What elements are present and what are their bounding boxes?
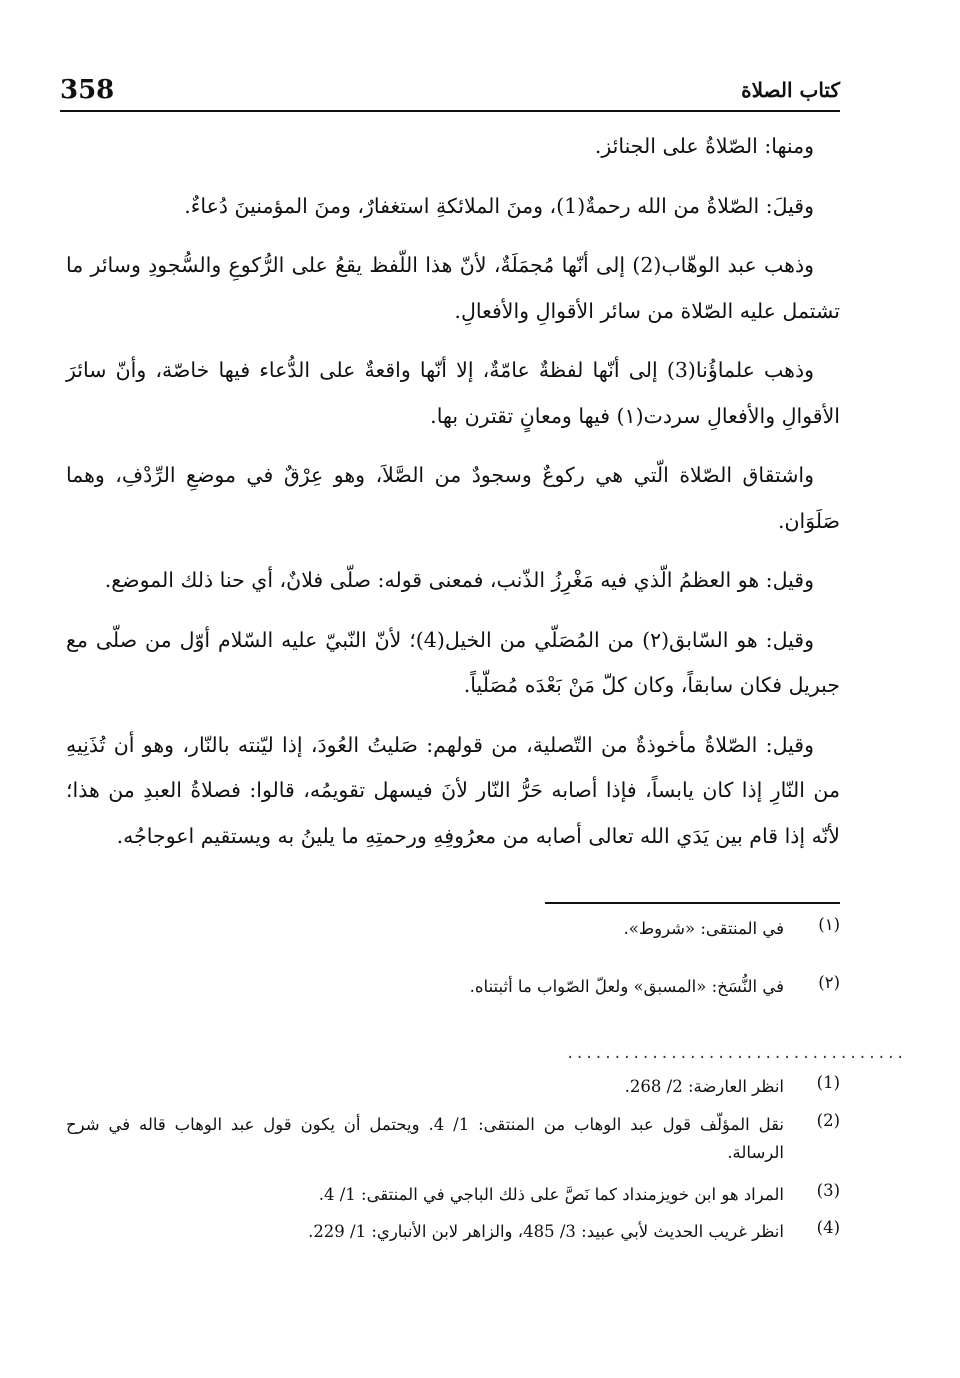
page-header — [60, 70, 840, 112]
editor-note — [66, 915, 840, 943]
footnote-number: (2) — [816, 1111, 840, 1130]
page-number: 358 — [60, 75, 115, 105]
paragraph: ومنها: الصّلاةُ على الجنائز. — [594, 134, 814, 158]
footnote-text: انظر غريب الحديث لأبي عبيد: 3/ 485، والزاهر لابن الأنباري: 1/ 229. — [308, 1222, 784, 1241]
footnote-text: المراد هو ابن خويزمنداد كما نَصَّ على ذلك الباجي في المنتقى: 1/ 4. — [318, 1185, 784, 1204]
editor-note — [66, 973, 840, 1001]
paragraph: وقيل: هو السّابق(٢) من المُصَلّي من الخيل(4)؛ لأنّ النّبيّ عليه السّلام أوّل من صلّى مع جبريل فكان سابقاً، وكان كلّ مَنْ بَعْدَه مُصَلّياً. — [66, 627, 840, 697]
footnote — [66, 1218, 840, 1246]
footnote-text: انظر العارضة: 2/ 268. — [624, 1077, 784, 1096]
footnote — [66, 1111, 840, 1167]
running-title: كتاب الصلاة — [741, 78, 840, 102]
footnote — [66, 1073, 840, 1101]
footnote — [66, 1181, 840, 1209]
footnote-number: (3) — [816, 1181, 840, 1200]
footnote-number: (1) — [816, 1073, 840, 1092]
paragraph: واشتقاق الصّلاة الّتي هي ركوعٌ وسجودٌ من الصَّلاَ، وهو عِرْقٌ في موضعِ الرِّدْفِ، وهما صَلَوَان. — [66, 463, 840, 533]
editor-note-number: (٢) — [818, 973, 840, 992]
footnote-text: نقل المؤلّف قول عبد الوهاب من المنتقى: 1/ 4. ويحتمل أن يكون قول عبد الوهاب قاله في شرح الرسالة. — [66, 1115, 785, 1162]
paragraph: وذهب عبد الوهّاب(2) إلى أنّها مُجمَلَةٌ، لأنّ هذا اللّفظ يقعُ على الرُّكوعِ والسُّجودِ وسائر ما تشتمل عليه الصّلاة من سائر الأقوالِ والأفعالِ. — [66, 253, 840, 323]
editor-note-text: في النُّسَخ: «المسبق» ولعلّ الصّواب ما أثبتناه. — [469, 977, 784, 996]
paragraph: وذهب علماؤُنا(3) إلى أنّها لفظةٌ عامّةٌ، إلا أنّها واقعةٌ على الدُّعاء فيها خاصّة، وأنّ سائرَ الأقوالِ والأفعالِ سردت(١) فيها ومعانٍ تقترن بها. — [66, 358, 840, 428]
footnote-separator-line — [545, 902, 840, 904]
editor-note-number: (١) — [818, 915, 840, 934]
paragraph: وقيل: الصّلاةُ مأخوذةٌ من التّصلية، من قولهم: صَليتُ العُودَ، إذا ليّنته بالنّار، وهو أن تُذَنِيهِ من النّارِ إذا كان يابساً، فإذا أصابه حَرُّ النّار لأنَ فيسهل تقويمُه، قالوا: فصلاةُ العبدِ من هذا؛ لأنّه إذا قام بين يَدَي الله تعالى أصابه من معرُوفِهِ ورحمتِهِ ما يلينُ به ويستقيم اعوجاجُه. — [66, 732, 840, 848]
editor-note-text: في المنتقى: «شروط». — [623, 919, 784, 938]
footnote-number: (4) — [816, 1218, 840, 1237]
paragraph: وقيل: هو العظمُ الّذي فيه مَغْرِزُ الذّنب، فمعنى قوله: صلّى فلانٌ، أي حنا ذلك الموضع. — [104, 568, 814, 592]
main-text — [66, 124, 840, 873]
paragraph: وقيلَ: الصّلاةُ من الله رحمةٌ(1)، ومنَ الملائكةِ استغفارٌ، ومنَ المؤمنينَ دُعاءٌ. — [184, 193, 814, 218]
dotted-separator: .................................... — [566, 1046, 906, 1062]
